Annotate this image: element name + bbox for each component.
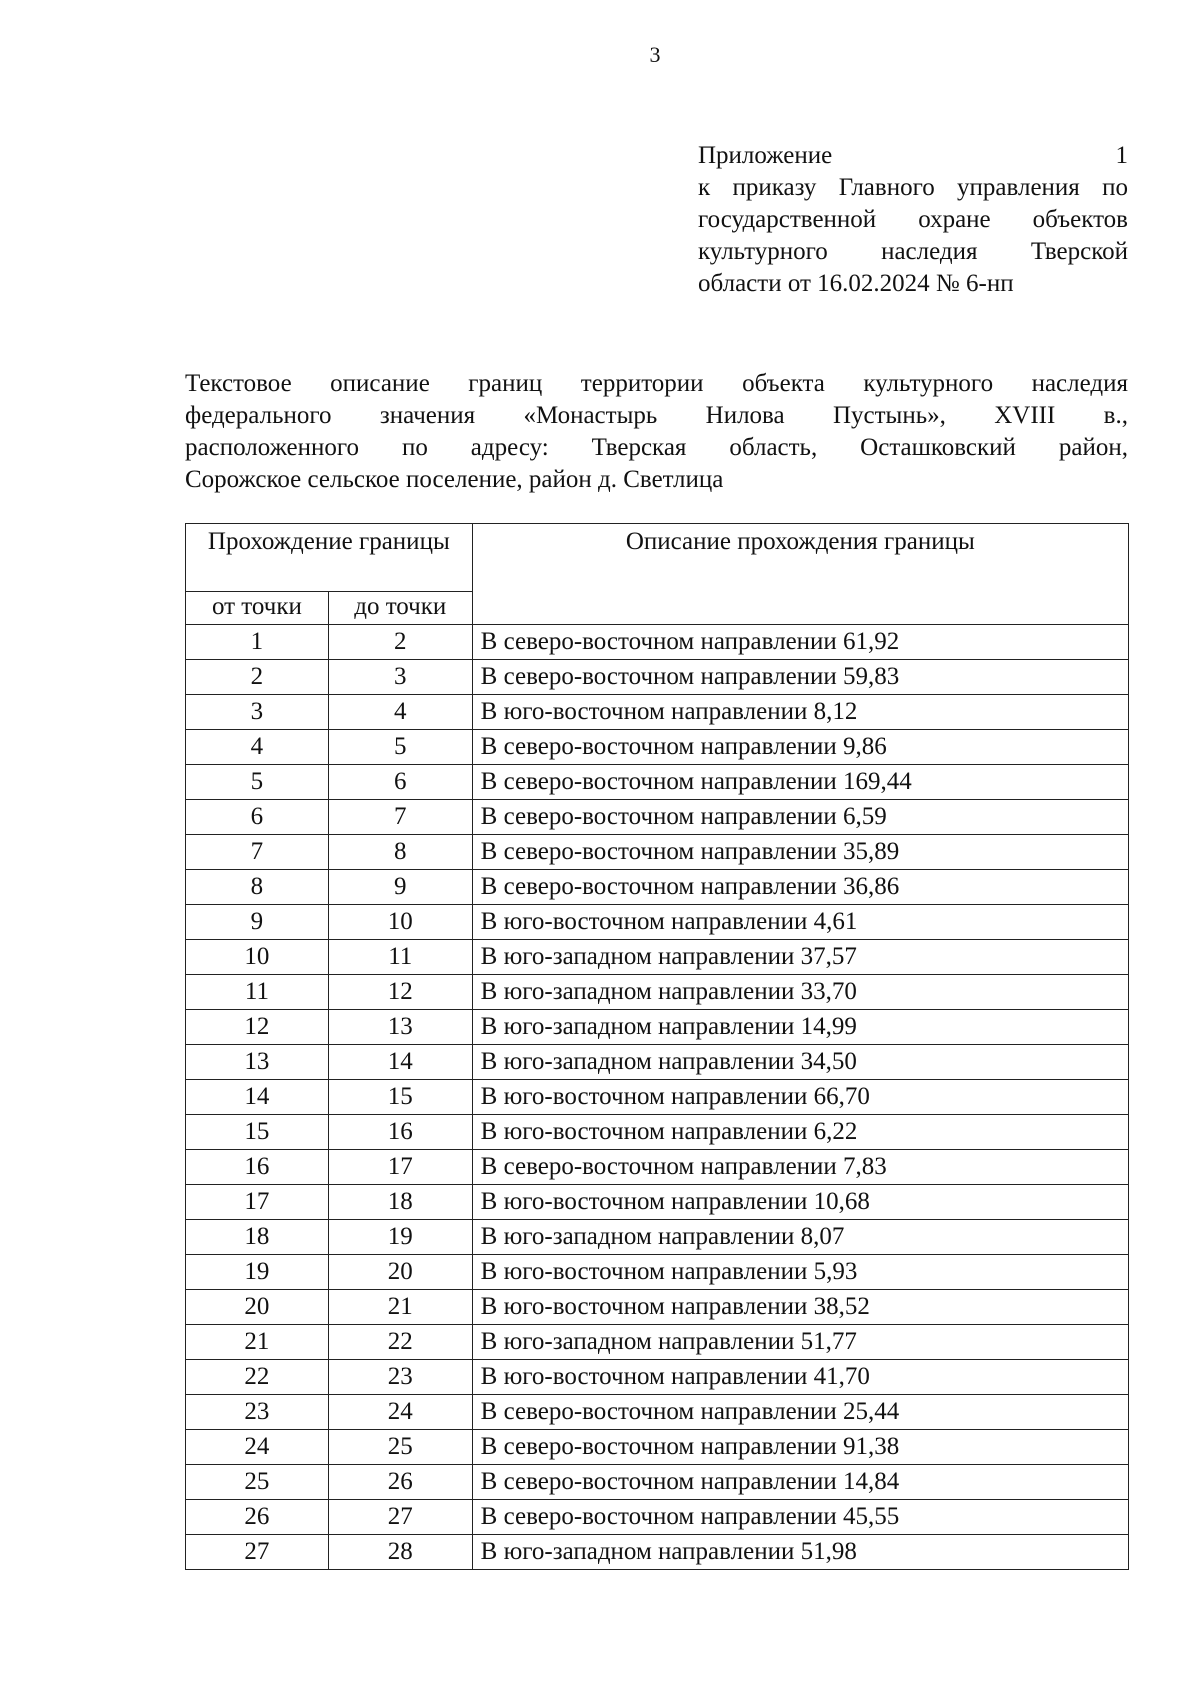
- from-point-cell: 17: [186, 1185, 329, 1220]
- header-from-point: от точки: [186, 592, 329, 625]
- table-row: [186, 1115, 1129, 1150]
- table-row: [186, 1080, 1129, 1115]
- description-cell: В юго-западном направлении 8,07: [472, 1220, 1128, 1255]
- header-boundary-description: Описание прохождения границы: [472, 524, 1128, 625]
- header-to-point: до точки: [328, 592, 472, 625]
- description-cell: В юго-восточном направлении 5,93: [472, 1255, 1128, 1290]
- from-point-cell: 11: [186, 975, 329, 1010]
- table-row: [186, 625, 1129, 660]
- description-cell: В юго-западном направлении 34,50: [472, 1045, 1128, 1080]
- from-point-cell: 1: [186, 625, 329, 660]
- table-row: [186, 1430, 1129, 1465]
- to-point-cell: 14: [328, 1045, 472, 1080]
- heading-line: Текстовое описание границ территории объекта культурного наследия: [185, 370, 1128, 397]
- from-point-cell: 20: [186, 1290, 329, 1325]
- heading-line: федерального значения «Монастырь Нилова Пустынь», XVIII в.,: [185, 402, 1128, 429]
- table-row: [186, 800, 1129, 835]
- appendix-reference: [698, 140, 1128, 300]
- to-point-cell: 22: [328, 1325, 472, 1360]
- to-point-cell: 26: [328, 1465, 472, 1500]
- table-row: [186, 940, 1129, 975]
- table-row: [186, 695, 1129, 730]
- from-point-cell: 10: [186, 940, 329, 975]
- description-cell: В юго-западном направлении 37,57: [472, 940, 1128, 975]
- to-point-cell: 27: [328, 1500, 472, 1535]
- description-cell: В северо-восточном направлении 9,86: [472, 730, 1128, 765]
- description-cell: В северо-восточном направлении 25,44: [472, 1395, 1128, 1430]
- table-row: [186, 1535, 1129, 1570]
- description-cell: В северо-восточном направлении 14,84: [472, 1465, 1128, 1500]
- table-row: [186, 1010, 1129, 1045]
- description-cell: В юго-восточном направлении 38,52: [472, 1290, 1128, 1325]
- description-cell: В северо-восточном направлении 91,38: [472, 1430, 1128, 1465]
- from-point-cell: 5: [186, 765, 329, 800]
- document-heading: [185, 368, 1128, 496]
- boundary-table: [185, 523, 1129, 1570]
- from-point-cell: 15: [186, 1115, 329, 1150]
- from-point-cell: 13: [186, 1045, 329, 1080]
- from-point-cell: 26: [186, 1500, 329, 1535]
- table-row: [186, 975, 1129, 1010]
- description-cell: В северо-восточном направлении 6,59: [472, 800, 1128, 835]
- table-row: [186, 1150, 1129, 1185]
- appendix-line: культурного наследия Тверской: [698, 238, 1128, 265]
- description-cell: В северо-восточном направлении 45,55: [472, 1500, 1128, 1535]
- to-point-cell: 21: [328, 1290, 472, 1325]
- description-cell: В юго-западном направлении 33,70: [472, 975, 1128, 1010]
- to-point-cell: 28: [328, 1535, 472, 1570]
- description-cell: В северо-восточном направлении 7,83: [472, 1150, 1128, 1185]
- to-point-cell: 6: [328, 765, 472, 800]
- table-row: [186, 1500, 1129, 1535]
- table-row: [186, 1325, 1129, 1360]
- description-cell: В юго-восточном направлении 4,61: [472, 905, 1128, 940]
- table-row: [186, 1290, 1129, 1325]
- page-number: 3: [649, 42, 661, 67]
- from-point-cell: 22: [186, 1360, 329, 1395]
- from-point-cell: 24: [186, 1430, 329, 1465]
- from-point-cell: 12: [186, 1010, 329, 1045]
- description-cell: В юго-восточном направлении 6,22: [472, 1115, 1128, 1150]
- from-point-cell: 3: [186, 695, 329, 730]
- table-row: [186, 1220, 1129, 1255]
- table-row: [186, 1395, 1129, 1430]
- to-point-cell: 8: [328, 835, 472, 870]
- table-row: [186, 1255, 1129, 1290]
- from-point-cell: 23: [186, 1395, 329, 1430]
- from-point-cell: 27: [186, 1535, 329, 1570]
- to-point-cell: 20: [328, 1255, 472, 1290]
- header-boundary-passage: Прохождение границы: [186, 524, 473, 592]
- appendix-line: к приказу Главного управления по: [698, 174, 1128, 201]
- description-cell: В юго-восточном направлении 8,12: [472, 695, 1128, 730]
- to-point-cell: 18: [328, 1185, 472, 1220]
- description-cell: В юго-западном направлении 14,99: [472, 1010, 1128, 1045]
- heading-line: расположенного по адресу: Тверская область, Осташковский район,: [185, 434, 1128, 461]
- to-point-cell: 19: [328, 1220, 472, 1255]
- heading-line: Сорожское сельское поселение, район д. Светлица: [185, 466, 724, 493]
- from-point-cell: 9: [186, 905, 329, 940]
- from-point-cell: 14: [186, 1080, 329, 1115]
- description-cell: В юго-восточном направлении 41,70: [472, 1360, 1128, 1395]
- to-point-cell: 2: [328, 625, 472, 660]
- description-cell: В юго-восточном направлении 10,68: [472, 1185, 1128, 1220]
- to-point-cell: 5: [328, 730, 472, 765]
- from-point-cell: 6: [186, 800, 329, 835]
- table-row: [186, 765, 1129, 800]
- table-row: [186, 905, 1129, 940]
- to-point-cell: 23: [328, 1360, 472, 1395]
- to-point-cell: 3: [328, 660, 472, 695]
- to-point-cell: 4: [328, 695, 472, 730]
- appendix-line: Приложение 1: [698, 142, 1128, 169]
- description-cell: В северо-восточном направлении 59,83: [472, 660, 1128, 695]
- table-row: [186, 660, 1129, 695]
- description-cell: В северо-восточном направлении 35,89: [472, 835, 1128, 870]
- to-point-cell: 11: [328, 940, 472, 975]
- table-row: [186, 1360, 1129, 1395]
- from-point-cell: 21: [186, 1325, 329, 1360]
- description-cell: В юго-западном направлении 51,77: [472, 1325, 1128, 1360]
- to-point-cell: 25: [328, 1430, 472, 1465]
- description-cell: В северо-восточном направлении 61,92: [472, 625, 1128, 660]
- to-point-cell: 7: [328, 800, 472, 835]
- from-point-cell: 19: [186, 1255, 329, 1290]
- to-point-cell: 15: [328, 1080, 472, 1115]
- table-row: [186, 1185, 1129, 1220]
- from-point-cell: 4: [186, 730, 329, 765]
- from-point-cell: 8: [186, 870, 329, 905]
- table-row: [186, 870, 1129, 905]
- description-cell: В северо-восточном направлении 169,44: [472, 765, 1128, 800]
- table-row: [186, 1045, 1129, 1080]
- description-cell: В северо-восточном направлении 36,86: [472, 870, 1128, 905]
- to-point-cell: 17: [328, 1150, 472, 1185]
- to-point-cell: 12: [328, 975, 472, 1010]
- appendix-line: государственной охране объектов: [698, 206, 1128, 233]
- to-point-cell: 10: [328, 905, 472, 940]
- table-row: [186, 1465, 1129, 1500]
- from-point-cell: 16: [186, 1150, 329, 1185]
- table-body: [186, 625, 1129, 1570]
- to-point-cell: 13: [328, 1010, 472, 1045]
- description-cell: В юго-западном направлении 51,98: [472, 1535, 1128, 1570]
- to-point-cell: 16: [328, 1115, 472, 1150]
- to-point-cell: 9: [328, 870, 472, 905]
- from-point-cell: 7: [186, 835, 329, 870]
- from-point-cell: 2: [186, 660, 329, 695]
- from-point-cell: 18: [186, 1220, 329, 1255]
- from-point-cell: 25: [186, 1465, 329, 1500]
- table-row: [186, 835, 1129, 870]
- description-cell: В юго-восточном направлении 66,70: [472, 1080, 1128, 1115]
- table-row: [186, 730, 1129, 765]
- to-point-cell: 24: [328, 1395, 472, 1430]
- appendix-line: области от 16.02.2024 № 6-нп: [698, 270, 1014, 297]
